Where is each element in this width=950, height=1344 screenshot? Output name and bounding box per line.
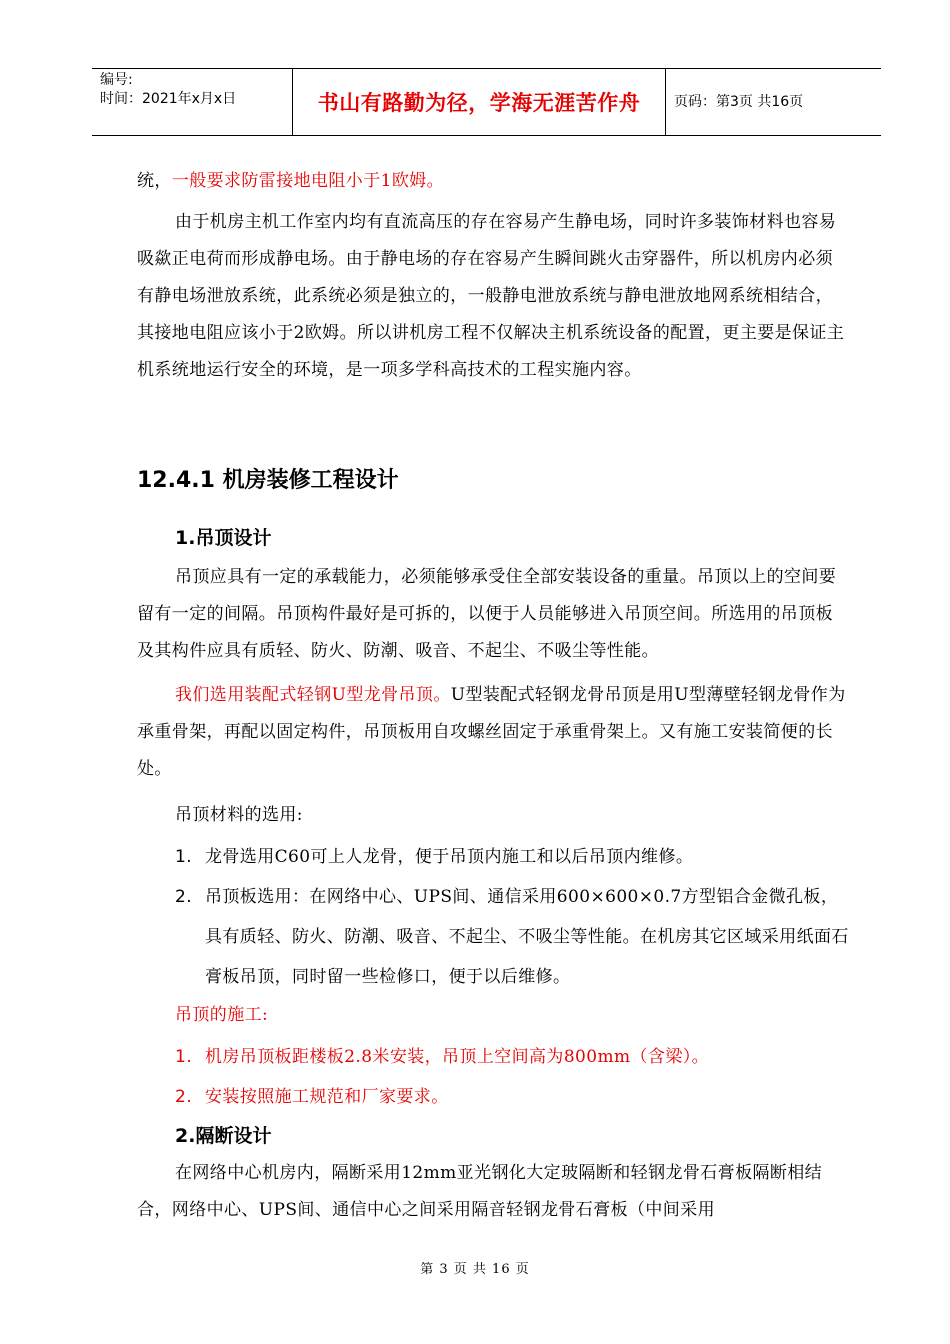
- list-item: [175, 1037, 850, 1077]
- header-page-cell: [666, 69, 881, 135]
- list-text: 机房吊顶板距楼板2.8米安装，吊顶上空间高为800mm（含梁）。: [205, 1047, 710, 1067]
- list-item: [175, 1077, 850, 1117]
- lightning-ground-requirement: 一般要求防雷接地电阻小于1欧姆。: [171, 171, 445, 191]
- header-time: 时间：2021年x月x日: [100, 91, 237, 107]
- header-motto-cell: [293, 69, 666, 135]
- paragraph-continuation-text: 统，: [137, 171, 172, 191]
- page-footer: 第 3 页 共 16 页: [420, 1262, 530, 1277]
- list-text: 吊顶板选用：在网络中心、UPS间、通信采用600×600×0.7方型铝合金微孔板，具有质轻、防火、防潮、吸音、不起尘、不吸尘等性能。在机房其它区域采用纸面石膏板吊顶，同时留一些检修口，便于以后维修。: [205, 887, 849, 987]
- paragraph-construction-intro: 吊顶的施工:: [175, 1005, 269, 1025]
- paragraph-ceiling-requirements: 吊顶应具有一定的承载能力，必须能够承受住全部安装设备的重量。吊顶以上的空间要留有一定的间隔。吊顶构件最好是可拆的，以便于人员能够进入吊顶空间。所选用的吊顶板及其构件应具有质轻、防火、防潮、吸音、不起尘、不吸尘等性能。: [137, 567, 837, 661]
- paragraph-materials-intro: 吊顶材料的选用:: [175, 805, 303, 825]
- list-number: 2.: [175, 887, 193, 907]
- header-number-label: 编号:: [100, 72, 133, 88]
- header-page-info: 页码：第3页 共16页: [674, 93, 804, 110]
- paragraph-static-discharge: 由于机房主机工作室内均有直流高压的存在容易产生静电场，同时许多装饰材料也容易吸歘正电荷而形成静电场。由于静电场的存在容易产生瞬间跳火击穿器件，所以机房内必须有静电场泄放系统，此系统必须是独立的，一般静电泄放系统与静电泄放地网系统相结合，其接地电阻应该小于2欧姆。所以讲机房工程不仅解决主机系统设备的配置，更主要是保证主机系统地运行安全的环境，是一项多学科高技术的工程实施内容。: [137, 212, 845, 380]
- list-text: 龙骨选用C60可上人龙骨，便于吊顶内施工和以后吊顶内维修。: [205, 847, 694, 867]
- header-left-cell: [92, 69, 293, 135]
- list-number: 1.: [175, 847, 193, 867]
- ceiling-choice-text: U型装配式轻钢龙骨吊顶是用U型薄壁轻钢龙骨作为承重骨架，再配以固定构件，吊顶板用自攻螺丝固定于承重骨架上。又有施工安装简便的长处。: [137, 685, 846, 779]
- paragraph-partition: 在网络中心机房内，隔断采用12mm亚光钢化大定玻隔断和轻钢龙骨石膏板隔断相结合，网络中心、UPS间、通信中心之间采用隔音轻钢龙骨石膏板（中间采用: [137, 1163, 823, 1220]
- list-item: [175, 837, 850, 877]
- subsection-heading-partition: 2.隔断设计: [175, 1125, 272, 1147]
- header-motto: 书山有路勤为径，学海无涯苦作舟: [317, 91, 641, 115]
- section-heading: 12.4.1 机房装修工程设计: [137, 468, 399, 493]
- page-header: [92, 68, 881, 136]
- list-number: 1.: [175, 1047, 193, 1067]
- list-item: [175, 877, 850, 997]
- list-number: 2.: [175, 1087, 193, 1107]
- ceiling-choice-highlight: 我们选用装配式轻钢U型龙骨吊顶。: [175, 685, 451, 705]
- list-text: 安装按照施工规范和厂家要求。: [205, 1087, 449, 1107]
- subsection-heading-ceiling: 1.吊顶设计: [175, 527, 272, 549]
- paragraph-ceiling-choice: [137, 677, 850, 788]
- paragraph-continuation: [137, 163, 850, 200]
